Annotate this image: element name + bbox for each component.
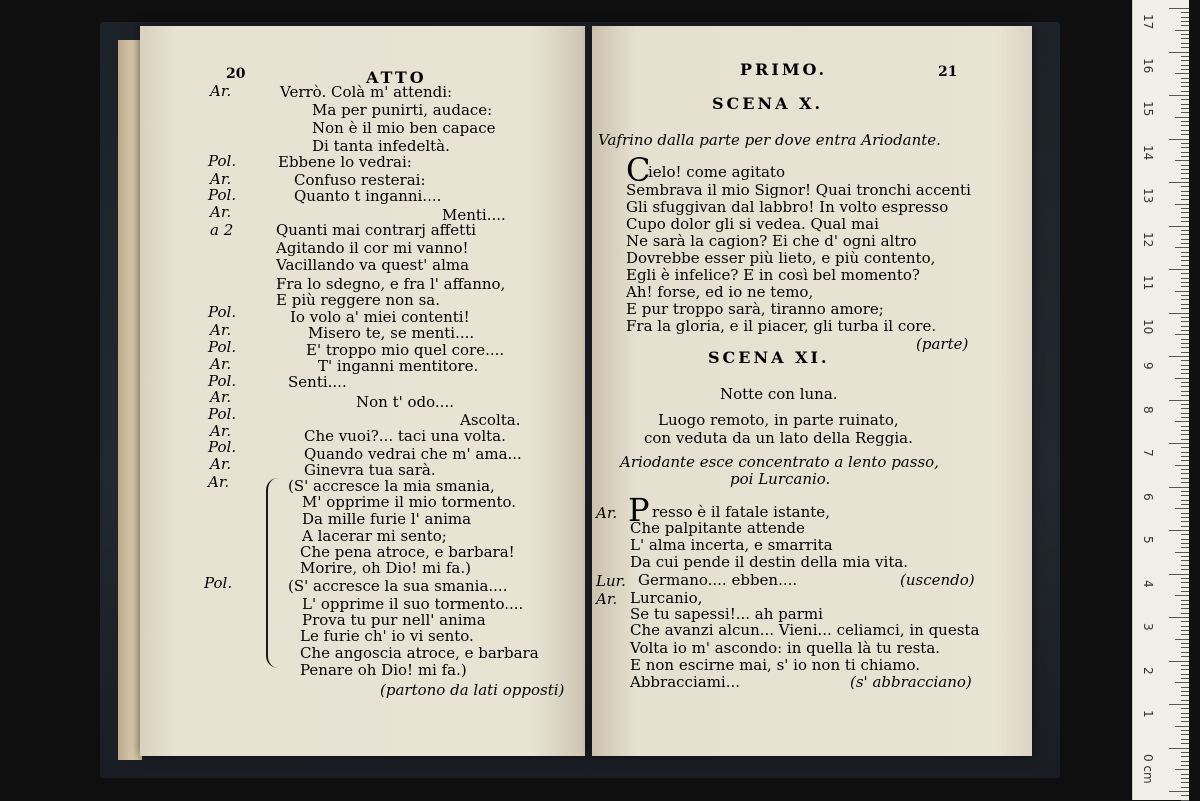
ruler-tick bbox=[1181, 539, 1189, 540]
ruler-number: 5 bbox=[1141, 536, 1155, 544]
speaker-label: Ar. bbox=[210, 355, 232, 373]
verse-line: Misero te, se menti.... bbox=[308, 324, 475, 342]
curly-brace bbox=[266, 478, 286, 668]
ruler-tick bbox=[1181, 208, 1189, 209]
speaker-label: Ar. bbox=[210, 422, 232, 440]
ruler-number: 9 bbox=[1141, 362, 1155, 370]
scene-title: SCENA X. bbox=[712, 94, 824, 113]
speaker-label: Pol. bbox=[204, 574, 233, 592]
page-number: 21 bbox=[938, 64, 958, 80]
verse-line: Fra la gloria, e il piacer, gli turba il core. bbox=[626, 317, 937, 335]
ruler-number: 16 bbox=[1141, 57, 1155, 73]
ruler-tick bbox=[1181, 652, 1189, 653]
ruler-tick bbox=[1181, 347, 1189, 348]
ruler-tick bbox=[1175, 30, 1189, 31]
ruler-tick bbox=[1169, 182, 1189, 183]
ruler-tick bbox=[1181, 774, 1189, 775]
ruler-tick bbox=[1181, 478, 1189, 479]
ruler-tick bbox=[1181, 43, 1189, 44]
stage-direction: (uscendo) bbox=[900, 571, 975, 589]
verse-line: Non è il mio ben capace bbox=[312, 119, 496, 137]
ruler-tick bbox=[1181, 734, 1189, 735]
ruler-tick bbox=[1181, 717, 1189, 718]
ruler-number: 4 bbox=[1141, 579, 1155, 588]
ruler-tick bbox=[1181, 395, 1189, 396]
running-head: ATTO bbox=[366, 68, 427, 87]
ruler-tick bbox=[1175, 552, 1189, 553]
verse-line: Che avanzi alcun... Vieni... celiamci, in questa bbox=[630, 621, 980, 639]
ruler-tick bbox=[1181, 500, 1189, 501]
ruler-tick bbox=[1181, 143, 1189, 144]
ruler-tick bbox=[1169, 617, 1189, 618]
ruler-tick bbox=[1181, 234, 1189, 235]
ruler-tick bbox=[1181, 452, 1189, 453]
ruler-tick bbox=[1181, 25, 1189, 26]
ruler-tick bbox=[1181, 730, 1189, 731]
ruler-tick bbox=[1181, 782, 1189, 783]
ruler-tick bbox=[1181, 82, 1189, 83]
verse-line: L' alma incerta, e smarrita bbox=[630, 536, 833, 554]
ruler-tick bbox=[1181, 186, 1189, 187]
ruler-tick bbox=[1181, 278, 1189, 279]
verse-line: Che pena atroce, e barbara! bbox=[300, 543, 515, 561]
ruler-tick bbox=[1181, 604, 1189, 605]
verse-line: Ascolta. bbox=[460, 411, 521, 429]
ruler-number: 15 bbox=[1141, 101, 1155, 117]
ruler-tick bbox=[1181, 382, 1189, 383]
ruler-number: 17 bbox=[1141, 14, 1155, 30]
verse-line: M' opprime il mio tormento. bbox=[302, 493, 517, 511]
ruler-tick bbox=[1181, 491, 1189, 492]
ruler-tick bbox=[1169, 269, 1189, 270]
verse-line: Quanti mai contrarj affetti bbox=[276, 221, 477, 239]
ruler-tick bbox=[1181, 304, 1189, 305]
ruler-tick bbox=[1175, 595, 1189, 596]
speaker-label: Ar. bbox=[596, 590, 618, 608]
ruler-tick bbox=[1181, 147, 1189, 148]
verse-line: Ebbene lo vedrai: bbox=[278, 153, 412, 171]
ruler-tick bbox=[1175, 421, 1189, 422]
ruler-tick bbox=[1181, 56, 1189, 57]
verse-line: Penare oh Dio! mi fa.) bbox=[300, 661, 467, 679]
ruler-tick bbox=[1181, 221, 1189, 222]
exit-direction: (parte) bbox=[916, 335, 969, 353]
ruler-tick bbox=[1175, 73, 1189, 74]
ruler-tick bbox=[1181, 708, 1189, 709]
ruler-tick bbox=[1181, 634, 1189, 635]
ruler-tick bbox=[1169, 574, 1189, 575]
ruler-tick bbox=[1181, 687, 1189, 688]
ruler-tick bbox=[1175, 117, 1189, 118]
ruler-tick bbox=[1181, 526, 1189, 527]
ruler-tick bbox=[1181, 195, 1189, 196]
verse-line: Volta io m' ascondo: in quella là tu resta. bbox=[630, 639, 941, 657]
speaker-label: Ar. bbox=[210, 203, 232, 221]
ruler-tick bbox=[1169, 443, 1189, 444]
ruler-tick bbox=[1181, 621, 1189, 622]
ruler-tick bbox=[1181, 60, 1189, 61]
ruler-number: 13 bbox=[1141, 188, 1155, 204]
verse-line: Senti.... bbox=[288, 373, 347, 391]
verse-line: Ne sarà la cagion? Ei che d' ogni altro bbox=[626, 232, 917, 250]
verse-line: E' troppo mio quel core.... bbox=[306, 341, 505, 359]
ruler-tick bbox=[1181, 565, 1189, 566]
ruler-tick bbox=[1181, 587, 1189, 588]
page-number: 20 bbox=[226, 66, 246, 82]
ruler-tick bbox=[1181, 326, 1189, 327]
ruler-tick bbox=[1181, 426, 1189, 427]
verse-line: Da cui pende il destin della mia vita. bbox=[630, 553, 909, 571]
stage-direction: (partono da lati opposti) bbox=[380, 681, 565, 699]
ruler-tick bbox=[1181, 608, 1189, 609]
ruler-tick bbox=[1181, 282, 1189, 283]
speaker-label: Pol. bbox=[208, 438, 237, 456]
ruler-tick bbox=[1181, 365, 1189, 366]
ruler-tick bbox=[1181, 299, 1189, 300]
ruler-tick bbox=[1181, 408, 1189, 409]
verse-line: Ma per punirti, audace: bbox=[312, 101, 493, 119]
ruler-tick bbox=[1169, 487, 1189, 488]
verse-line: Quanto t inganni.... bbox=[294, 187, 442, 205]
ruler-tick bbox=[1181, 626, 1189, 627]
ruler-tick bbox=[1181, 265, 1189, 266]
verse-line: Germano.... ebben.... bbox=[638, 571, 798, 589]
verse-line: Gli sfuggivan dal labbro! In volto espresso bbox=[626, 198, 949, 216]
ruler-number: 0 cm bbox=[1141, 753, 1155, 784]
ruler-tick bbox=[1181, 556, 1189, 557]
scene-title: SCENA XI. bbox=[708, 348, 830, 367]
ruler-tick bbox=[1181, 495, 1189, 496]
ruler-tick bbox=[1181, 360, 1189, 361]
ruler-tick bbox=[1181, 678, 1189, 679]
ruler-tick bbox=[1181, 787, 1189, 788]
ruler-tick bbox=[1181, 600, 1189, 601]
ruler-tick bbox=[1181, 125, 1189, 126]
ruler-tick bbox=[1181, 173, 1189, 174]
ruler-tick bbox=[1181, 543, 1189, 544]
verse-line: Che vuoi?... taci una volta. bbox=[304, 427, 506, 445]
verse-line: E più reggere non sa. bbox=[276, 291, 441, 309]
verse-line: Lurcanio, bbox=[630, 589, 703, 607]
ruler-tick bbox=[1181, 69, 1189, 70]
ruler-number: 8 bbox=[1141, 405, 1155, 414]
ruler-tick bbox=[1181, 47, 1189, 48]
ruler-tick bbox=[1181, 613, 1189, 614]
verse-line: Egli è infelice? E in così bel momento? bbox=[626, 266, 920, 284]
ruler-number: 10 bbox=[1141, 318, 1155, 334]
ruler-tick bbox=[1181, 434, 1189, 435]
ruler-tick bbox=[1181, 430, 1189, 431]
ruler-tick bbox=[1169, 356, 1189, 357]
verse-line: (S' accresce la mia smania, bbox=[288, 477, 495, 495]
ruler-tick bbox=[1181, 243, 1189, 244]
ruler-tick bbox=[1181, 669, 1189, 670]
verse-line: Dovrebbe esser più lieto, e più contento, bbox=[626, 249, 936, 267]
verse-line: Menti.... bbox=[442, 206, 506, 224]
ruler-tick bbox=[1169, 8, 1189, 9]
ruler-number: 12 bbox=[1141, 231, 1155, 247]
ruler-tick bbox=[1181, 373, 1189, 374]
ruler-tick bbox=[1181, 178, 1189, 179]
ruler-tick bbox=[1181, 413, 1189, 414]
verse-line: Sembrava il mio Signor! Quai tronchi accenti bbox=[626, 181, 971, 199]
ruler-tick bbox=[1181, 765, 1189, 766]
verse-line: Le furie ch' io vi sento. bbox=[300, 627, 474, 645]
ruler-tick bbox=[1181, 99, 1189, 100]
verse-line: Io volo a' miei contenti! bbox=[290, 308, 470, 326]
speaker-label: Pol. bbox=[208, 338, 237, 356]
page-stack-edge bbox=[118, 40, 142, 760]
ruler-tick bbox=[1181, 591, 1189, 592]
speaker-label: Ar. bbox=[208, 473, 230, 491]
ruler-tick bbox=[1181, 17, 1189, 18]
verse-line: Abbracciami... bbox=[630, 673, 741, 691]
ruler-tick bbox=[1181, 256, 1189, 257]
verse-line: Morire, oh Dio! mi fa.) bbox=[300, 559, 471, 577]
verse-line: T' inganni mentitore. bbox=[318, 357, 479, 375]
ruler-number: 2 bbox=[1141, 666, 1155, 675]
ruler-tick bbox=[1169, 313, 1189, 314]
verse-line: (S' accresce la sua smania.... bbox=[288, 577, 508, 595]
ruler-number: 1 bbox=[1141, 710, 1155, 718]
verse-line: Ginevra tua sarà. bbox=[304, 461, 436, 479]
ruler-tick bbox=[1181, 295, 1189, 296]
ruler-tick bbox=[1181, 78, 1189, 79]
ruler-tick bbox=[1181, 330, 1189, 331]
ruler-tick bbox=[1175, 291, 1189, 292]
ruler-tick bbox=[1181, 795, 1189, 796]
ruler-tick bbox=[1175, 639, 1189, 640]
verse-line: Agitando il cor mi vanno! bbox=[276, 239, 469, 257]
ruler-tick bbox=[1181, 513, 1189, 514]
ruler-tick bbox=[1181, 317, 1189, 318]
verse-line: Fra lo sdegno, e fra l' affanno, bbox=[276, 275, 506, 293]
drop-cap: C bbox=[626, 151, 651, 189]
ruler-tick bbox=[1181, 217, 1189, 218]
ruler-tick bbox=[1181, 674, 1189, 675]
ruler-tick bbox=[1181, 260, 1189, 261]
verse-line: L' opprime il suo tormento.... bbox=[302, 595, 524, 613]
verse-line: Non t' odo.... bbox=[356, 393, 454, 411]
ruler-tick bbox=[1181, 630, 1189, 631]
ruler-tick bbox=[1181, 560, 1189, 561]
ruler-tick bbox=[1181, 34, 1189, 35]
speaker-label: Pol. bbox=[208, 186, 237, 204]
speaker-label: Pol. bbox=[208, 303, 237, 321]
ruler-tick bbox=[1181, 65, 1189, 66]
ruler-tick bbox=[1181, 286, 1189, 287]
ruler-tick bbox=[1181, 582, 1189, 583]
ruler-tick bbox=[1181, 473, 1189, 474]
verse-line: Se tu sapessi!... ah parmi bbox=[630, 605, 823, 623]
ruler-tick bbox=[1181, 321, 1189, 322]
ruler-number: 7 bbox=[1141, 449, 1155, 457]
ruler-tick bbox=[1169, 748, 1189, 749]
ruler-tick bbox=[1181, 199, 1189, 200]
speaker-label: Pol. bbox=[208, 372, 237, 390]
scene-direction: Vafrino dalla parte per dove entra Ariodante. bbox=[598, 131, 941, 149]
ruler-tick bbox=[1169, 226, 1189, 227]
speaker-label: Pol. bbox=[208, 405, 237, 423]
scene-place: Luogo remoto, in parte ruinato, bbox=[658, 411, 899, 429]
ruler-tick bbox=[1181, 578, 1189, 579]
ruler-tick bbox=[1181, 130, 1189, 131]
ruler-tick bbox=[1181, 108, 1189, 109]
ruler-tick bbox=[1181, 121, 1189, 122]
ruler-tick bbox=[1181, 404, 1189, 405]
verse-line: E pur troppo sarà, tiranno amore; bbox=[626, 300, 884, 318]
speaker-label: Ar. bbox=[210, 321, 232, 339]
ruler-number: 3 bbox=[1141, 623, 1155, 631]
ruler-tick bbox=[1175, 726, 1189, 727]
verse-line: Ah! forse, ed io ne temo, bbox=[626, 283, 814, 301]
ruler-number: 6 bbox=[1141, 492, 1155, 501]
speaker-label: a 2 bbox=[210, 221, 234, 239]
ruler-tick bbox=[1181, 152, 1189, 153]
measuring-ruler bbox=[1132, 0, 1189, 800]
ruler-tick bbox=[1181, 752, 1189, 753]
stage-direction: (s' abbracciano) bbox=[850, 673, 972, 691]
verse-line: A lacerar mi sento; bbox=[302, 527, 447, 545]
ruler-tick bbox=[1181, 456, 1189, 457]
ruler-tick bbox=[1181, 691, 1189, 692]
ruler-number: 14 bbox=[1141, 144, 1155, 160]
ruler-tick bbox=[1181, 713, 1189, 714]
verse-line: Verrò. Colà m' attendi: bbox=[280, 83, 453, 101]
ruler-tick bbox=[1181, 91, 1189, 92]
drop-cap: P bbox=[628, 491, 650, 529]
verse-line: Prova tu pur nell' anima bbox=[302, 611, 486, 629]
ruler-tick bbox=[1181, 521, 1189, 522]
ruler-tick bbox=[1181, 156, 1189, 157]
ruler-tick bbox=[1181, 21, 1189, 22]
scene-entry: poi Lurcanio. bbox=[730, 470, 831, 488]
ruler-tick bbox=[1181, 469, 1189, 470]
ruler-tick bbox=[1181, 38, 1189, 39]
ruler-tick bbox=[1181, 165, 1189, 166]
ruler-tick bbox=[1181, 778, 1189, 779]
scene-entry: Ariodante esce concentrato a lento passo, bbox=[620, 453, 939, 471]
ruler-tick bbox=[1175, 682, 1189, 683]
ruler-tick bbox=[1169, 704, 1189, 705]
ruler-tick bbox=[1181, 743, 1189, 744]
speaker-label: Ar. bbox=[210, 455, 232, 473]
ruler-tick bbox=[1169, 400, 1189, 401]
ruler-tick bbox=[1169, 139, 1189, 140]
ruler-tick bbox=[1181, 569, 1189, 570]
ruler-tick bbox=[1181, 352, 1189, 353]
ruler-tick bbox=[1181, 191, 1189, 192]
ruler-tick bbox=[1181, 86, 1189, 87]
ruler-tick bbox=[1181, 239, 1189, 240]
ruler-tick bbox=[1181, 482, 1189, 483]
ruler-tick bbox=[1181, 343, 1189, 344]
verse-line: Che angoscia atroce, e barbara bbox=[300, 644, 539, 662]
verse-line: Di tanta infedeltà. bbox=[312, 137, 450, 155]
verse-line: resso è il fatale istante, bbox=[652, 503, 830, 521]
ruler-tick bbox=[1181, 695, 1189, 696]
ruler-tick bbox=[1169, 530, 1189, 531]
ruler-tick bbox=[1181, 169, 1189, 170]
ruler-tick bbox=[1169, 95, 1189, 96]
ruler-tick bbox=[1181, 656, 1189, 657]
ruler-number: 11 bbox=[1141, 275, 1155, 291]
ruler-tick bbox=[1181, 534, 1189, 535]
scene-setting: Notte con luna. bbox=[720, 385, 838, 403]
ruler-tick bbox=[1181, 700, 1189, 701]
ruler-tick bbox=[1181, 417, 1189, 418]
ruler-tick bbox=[1181, 504, 1189, 505]
speaker-label: Pol. bbox=[208, 152, 237, 170]
verse-line: Da mille furie l' anima bbox=[302, 510, 472, 528]
ruler-tick bbox=[1181, 647, 1189, 648]
ruler-tick bbox=[1175, 247, 1189, 248]
speaker-label: Ar. bbox=[596, 504, 618, 522]
scene-place: con veduta da un lato della Reggia. bbox=[644, 429, 913, 447]
ruler-tick bbox=[1181, 112, 1189, 113]
ruler-tick bbox=[1175, 160, 1189, 161]
ruler-tick bbox=[1175, 508, 1189, 509]
ruler-tick bbox=[1175, 334, 1189, 335]
ruler-tick bbox=[1175, 378, 1189, 379]
ruler-tick bbox=[1181, 252, 1189, 253]
verse-line: Che palpitante attende bbox=[630, 519, 805, 537]
ruler-tick bbox=[1181, 391, 1189, 392]
speaker-label: Ar. bbox=[210, 170, 232, 188]
ruler-tick bbox=[1169, 791, 1189, 792]
ruler-tick bbox=[1181, 721, 1189, 722]
ruler-tick bbox=[1181, 104, 1189, 105]
ruler-tick bbox=[1181, 439, 1189, 440]
verse-line: Confuso resterai: bbox=[294, 171, 426, 189]
ruler-tick bbox=[1181, 12, 1189, 13]
ruler-tick bbox=[1175, 204, 1189, 205]
verse-line: E non escirne mai, s' io non ti chiamo. bbox=[630, 656, 921, 674]
ruler-tick bbox=[1181, 517, 1189, 518]
ruler-tick bbox=[1181, 665, 1189, 666]
ruler-tick bbox=[1181, 460, 1189, 461]
running-head: PRIMO. bbox=[740, 60, 828, 79]
ruler-tick bbox=[1181, 308, 1189, 309]
ruler-tick bbox=[1181, 134, 1189, 135]
ruler-tick bbox=[1181, 339, 1189, 340]
ruler-tick bbox=[1175, 769, 1189, 770]
ruler-tick bbox=[1181, 547, 1189, 548]
verse-line: Cupo dolor gli si vedea. Qual mai bbox=[626, 215, 879, 233]
ruler-tick bbox=[1175, 465, 1189, 466]
speaker-label: Ar. bbox=[210, 388, 232, 406]
speaker-label: Ar. bbox=[210, 82, 232, 100]
ruler-tick bbox=[1181, 369, 1189, 370]
ruler-tick bbox=[1169, 52, 1189, 53]
ruler-tick bbox=[1181, 643, 1189, 644]
verse-line: ielo! come agitato bbox=[648, 163, 785, 181]
ruler-tick bbox=[1181, 761, 1189, 762]
verse-line: Quando vedrai che m' ama... bbox=[304, 445, 522, 463]
ruler-tick bbox=[1181, 273, 1189, 274]
verse-line: Vacillando va quest' alma bbox=[276, 256, 470, 274]
ruler-tick bbox=[1181, 230, 1189, 231]
speaker-label: Lur. bbox=[596, 572, 626, 590]
ruler-tick bbox=[1181, 756, 1189, 757]
ruler-tick bbox=[1181, 386, 1189, 387]
ruler-tick bbox=[1181, 739, 1189, 740]
ruler-tick bbox=[1181, 447, 1189, 448]
ruler-tick bbox=[1169, 661, 1189, 662]
ruler-tick bbox=[1181, 212, 1189, 213]
